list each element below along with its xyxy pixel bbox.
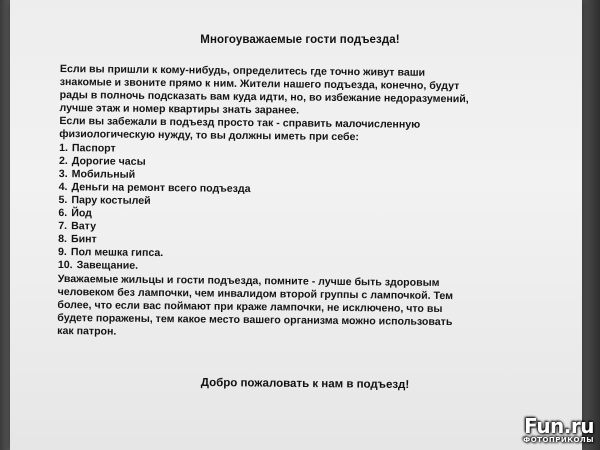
item-number: 3. (58, 167, 68, 180)
item-number: 7. (58, 220, 68, 233)
item-text: Завещание. (76, 259, 139, 273)
watermark-subtitle: ФОТОПРИКОЛЫ (523, 436, 594, 444)
intro-line: Если вы забежали в подъезд просто так - справить малочисленную (59, 115, 421, 132)
warning-line: более, что если вас поймают при краже лампочки, не исключено, что вы (57, 298, 443, 315)
item-text: Бинт (70, 233, 97, 246)
intro-line: физиологическую нужду, то вы должны иметь при себе: (59, 128, 360, 144)
item-text: Пол мешка гипса. (70, 246, 164, 260)
warning-line: человеком без лампочки, чем инвалидом второй группы с лампочкой. Тем (57, 285, 454, 302)
item-number: 5. (58, 193, 68, 207)
watermark-site: Fun.ru (524, 414, 594, 438)
item-number: 9. (57, 246, 67, 259)
intro-line: Если вы пришли к кому-нибудь, определитесь где точно живут ваши (59, 63, 426, 79)
required-items-list (58, 142, 529, 278)
site-watermark (523, 416, 594, 444)
notice-title: Многоуважаемые гости подъезда! (200, 34, 400, 46)
item-number: 2. (58, 154, 68, 167)
intro-line: знакомые и звоните прямо к ним. Жители нашего подъезда, конечно, будут (59, 76, 460, 93)
item-text: Вату (71, 220, 97, 233)
item-number: 8. (58, 233, 68, 246)
notice-body (57, 63, 530, 343)
item-number: 4. (58, 180, 68, 193)
item-text: Дорогие часы (71, 154, 146, 168)
warning-line: Уважаемые жильцы и гости подъезда, помните - лучше быть здоровым (57, 272, 440, 289)
item-number: 6. (58, 207, 68, 220)
item-text: Пару костылей (71, 194, 151, 207)
item-text: Деньги на ремонт всего подъезда (71, 180, 251, 195)
closing-line: Добро пожаловать к нам в подъезд! (200, 376, 410, 392)
item-number: 10. (57, 259, 73, 272)
intro-line: рады в полночь подсказать вам куда идти, но, во избежание недоразумений, (59, 89, 469, 106)
warning-line: будете поражены, тем какое место вашего организма можно использовать (57, 311, 453, 328)
warning-line: как патрон. (57, 324, 117, 338)
item-text: Йод (71, 207, 93, 220)
item-text: Паспорт (71, 141, 116, 155)
intro-line: лучше этаж и номер квартиры знать заранее. (59, 102, 300, 117)
item-number: 1. (59, 141, 69, 154)
item-text: Мобильный (71, 167, 136, 181)
